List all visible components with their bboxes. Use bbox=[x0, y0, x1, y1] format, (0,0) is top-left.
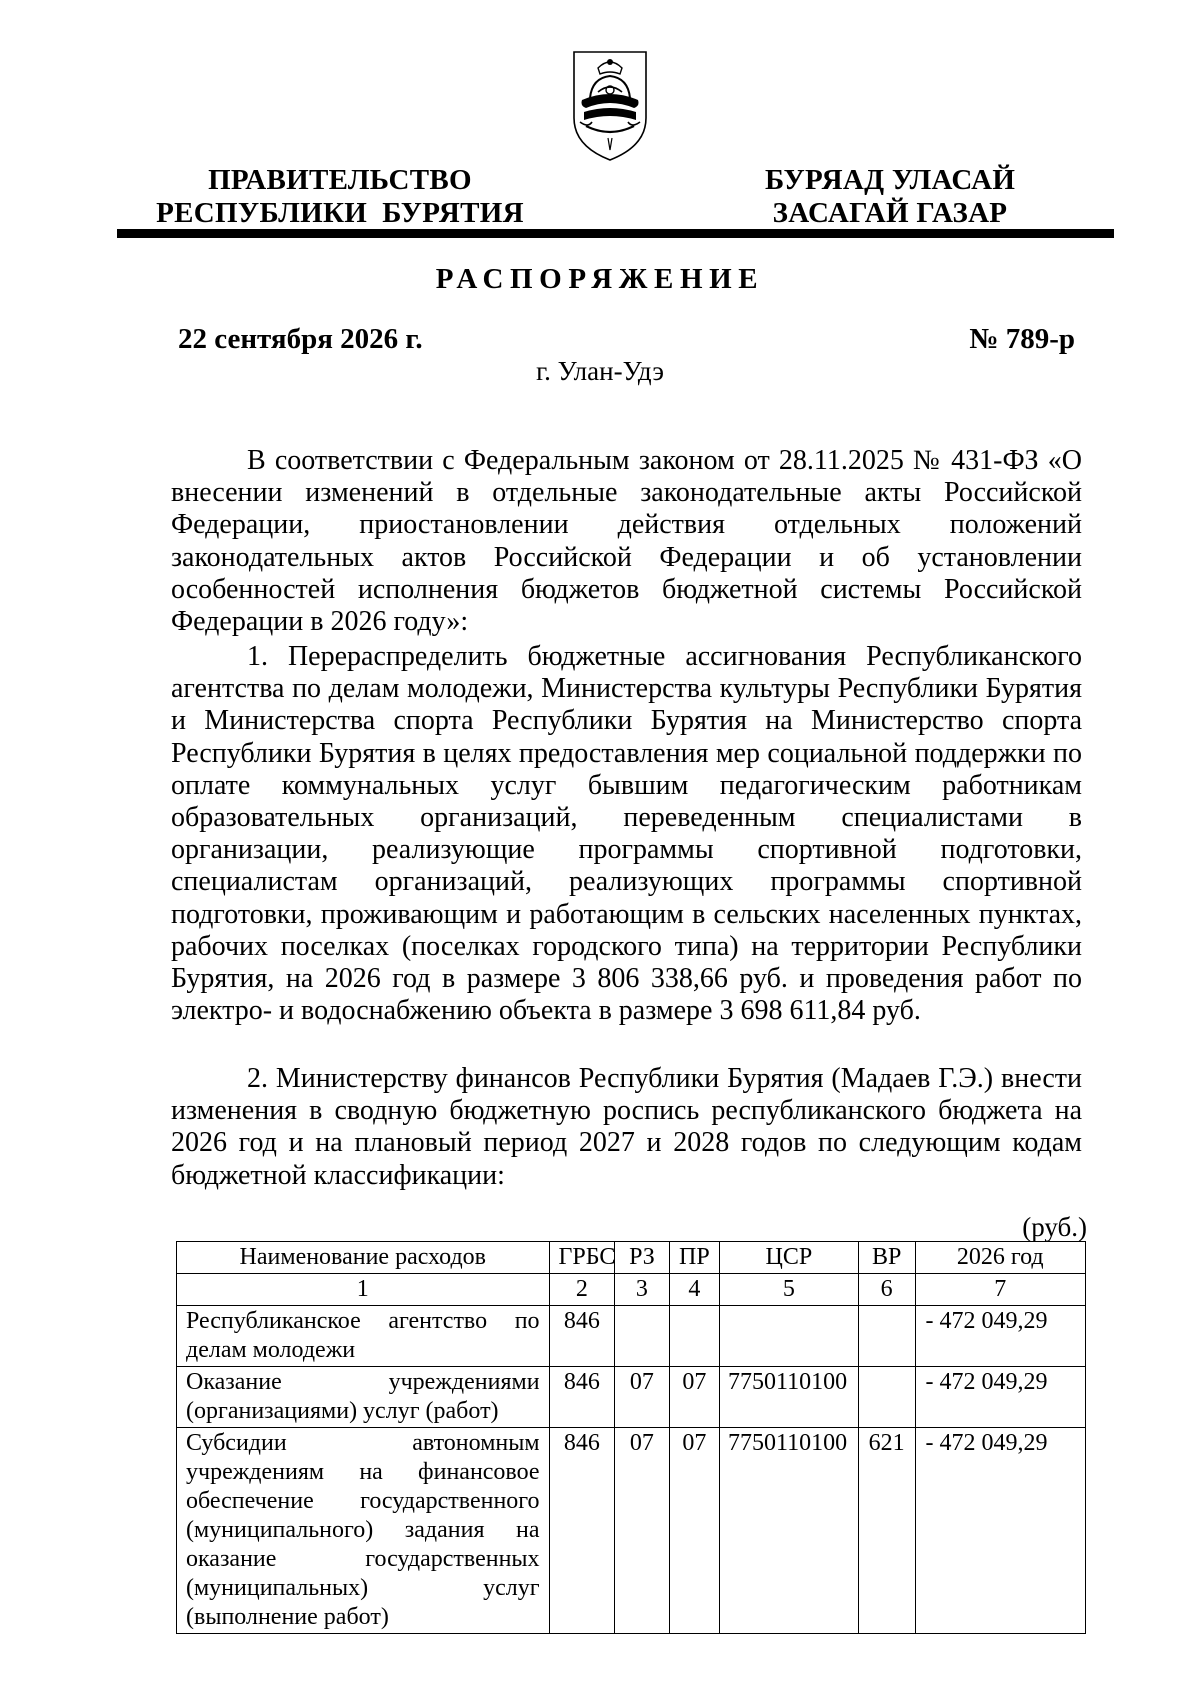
row-vr: 621 bbox=[858, 1428, 915, 1634]
column-number: 7 bbox=[915, 1274, 1085, 1306]
document-type-title: РАСПОРЯЖЕНИЕ bbox=[435, 263, 765, 295]
header-divider bbox=[117, 229, 1114, 238]
government-name-line-2: РЕСПУБЛИКИ БУРЯТИЯ bbox=[156, 197, 524, 229]
table-unit-label: (руб.) bbox=[1022, 1212, 1087, 1242]
row-vr bbox=[858, 1306, 915, 1367]
column-number: 3 bbox=[615, 1274, 670, 1306]
document-number: № 789-р bbox=[969, 323, 1075, 355]
header-name: Наименование расходов bbox=[177, 1242, 550, 1274]
row-csr bbox=[719, 1306, 858, 1367]
government-name-buryat-line-2: ЗАСАГАЙ ГАЗАР bbox=[772, 197, 1008, 229]
row-pr: 07 bbox=[669, 1367, 719, 1428]
header-grbs: ГРБС bbox=[549, 1242, 615, 1274]
row-grbs: 846 bbox=[549, 1367, 615, 1428]
header-vr: ВР bbox=[858, 1242, 915, 1274]
header-csr: ЦСР bbox=[719, 1242, 858, 1274]
row-vr bbox=[858, 1367, 915, 1428]
coat-of-arms-icon bbox=[568, 48, 652, 164]
table-row bbox=[177, 1367, 1086, 1428]
column-number-row bbox=[177, 1274, 1086, 1306]
clause-2-paragraph: 2. Министерству финансов Республики Бурятия (Мадаев Г.Э.) внести изменения в сводную бюджетную роспись республиканского бюджета на 2026 год и на плановый период 2027 и 2028 годов по следующим кодам бюджетной классификации: bbox=[171, 1063, 1082, 1191]
row-rz bbox=[615, 1306, 670, 1367]
header-year: 2026 год bbox=[915, 1242, 1085, 1274]
row-amount: - 472 049,29 bbox=[915, 1306, 1085, 1367]
column-number: 1 bbox=[177, 1274, 550, 1306]
column-number: 2 bbox=[549, 1274, 615, 1306]
preamble-paragraph: В соответствии с Федеральным законом от 28.11.2025 № 431-ФЗ «О внесении изменений в отдельные законодательные акты Российской Федерации, приостановлении действия отдельных положений законодательных актов Российской Федерации и об установлении особенностей исполнения бюджетов бюджетной системы Российской Федерации в 2026 году»: bbox=[171, 445, 1082, 638]
column-number: 5 bbox=[719, 1274, 858, 1306]
row-grbs: 846 bbox=[549, 1428, 615, 1634]
row-grbs: 846 bbox=[549, 1306, 615, 1367]
row-pr: 07 bbox=[669, 1428, 719, 1634]
table-header-row bbox=[177, 1242, 1086, 1274]
row-name: Республиканское агентство по делам молодежи bbox=[177, 1306, 550, 1367]
row-rz: 07 bbox=[615, 1428, 670, 1634]
row-name: Субсидии автономным учреждениям на финансовое обеспечение государственного (муниципального) задания на оказание государственных (муниципальных) услуг (выполнение работ) bbox=[177, 1428, 550, 1634]
column-number: 6 bbox=[858, 1274, 915, 1306]
row-name: Оказание учреждениями (организациями) услуг (работ) bbox=[177, 1367, 550, 1428]
table-row bbox=[177, 1428, 1086, 1634]
header-pr: ПР bbox=[669, 1242, 719, 1274]
clause-1-paragraph: 1. Перераспределить бюджетные ассигнования Республиканского агентства по делам молодежи, Министерства культуры Республики Бурятия и Министерства спорта Республики Бурятия на Министерство спорта Республики Бурятия в целях предоставления мер социальной поддержки по оплате коммунальных услуг бывшим педагогическим работникам образовательных организаций, переведенным специалистами в организации, реализующие программы спортивной подготовки, специалистам организаций, реализующих программы спортивной подготовки, проживающим и работающим в сельских населенных пунктах, рабочих поселках (поселках городского типа) на территории Республики Бурятия, на 2026 год в размере 3 806 338,66 руб. и проведения работ по электро- и водоснабжению объекта в размере 3 698 611,84 руб. bbox=[171, 641, 1082, 1027]
row-csr: 7750110100 bbox=[719, 1367, 858, 1428]
row-rz: 07 bbox=[615, 1367, 670, 1428]
row-amount: - 472 049,29 bbox=[915, 1428, 1085, 1634]
government-name-buryat bbox=[765, 164, 1015, 230]
budget-table bbox=[176, 1241, 1086, 1634]
row-pr bbox=[669, 1306, 719, 1367]
row-amount: - 472 049,29 bbox=[915, 1367, 1085, 1428]
column-number: 4 bbox=[669, 1274, 719, 1306]
government-name-russian bbox=[155, 164, 525, 230]
document-city: г. Улан-Удэ bbox=[536, 356, 664, 386]
header-rz: РЗ bbox=[615, 1242, 670, 1274]
table-row bbox=[177, 1306, 1086, 1367]
government-name-buryat-line-1: БУРЯАД УЛАСАЙ bbox=[765, 164, 1016, 196]
government-name-line-1: ПРАВИТЕЛЬСТВО bbox=[208, 164, 472, 196]
row-csr: 7750110100 bbox=[719, 1428, 858, 1634]
document-date: 22 сентября 2026 г. bbox=[178, 323, 423, 355]
